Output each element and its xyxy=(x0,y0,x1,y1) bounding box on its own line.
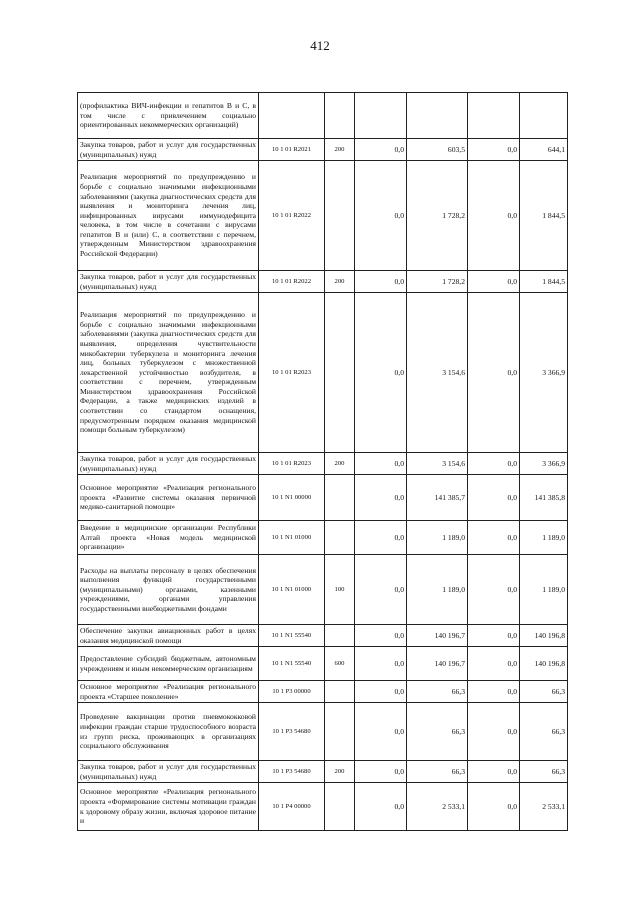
table-row xyxy=(78,93,568,139)
row-value-3: 0,0 xyxy=(468,703,520,761)
row-value-1: 0,0 xyxy=(355,271,407,293)
row-expense-type: 200 xyxy=(325,139,355,161)
row-value-1: 0,0 xyxy=(355,293,407,453)
row-description: Основное мероприятие «Реализация регионального проекта «Старшее поколение» xyxy=(78,681,259,703)
row-description: Закупка товаров, работ и услуг для государственных (муниципальных) нужд xyxy=(78,453,259,475)
row-expense-type xyxy=(325,703,355,761)
row-value-2: 66,3 xyxy=(407,761,468,783)
row-value-1: 0,0 xyxy=(355,521,407,555)
row-expense-type xyxy=(325,783,355,831)
row-value-4: 2 533,1 xyxy=(520,783,568,831)
table-row xyxy=(78,783,568,831)
row-value-4 xyxy=(520,93,568,139)
row-value-2: 3 154,6 xyxy=(407,293,468,453)
row-value-3: 0,0 xyxy=(468,761,520,783)
row-value-3: 0,0 xyxy=(468,783,520,831)
table-row xyxy=(78,271,568,293)
row-value-1: 0,0 xyxy=(355,681,407,703)
row-value-4: 1 189,0 xyxy=(520,555,568,625)
table-row xyxy=(78,703,568,761)
row-description: Реализация мероприятий по предупреждению и борьбе с социально значимыми инфекционными заболеваниями (закупка диагностических средств для выявления и мониторинга лечения лиц, инфицированных вирусами иммунодефицита человека, в том числе в сочетании с вирусами гепатитов В и (или) С, в соответствии с перечнем, утвержденным Министерством здравоохранения Российской Федерации) xyxy=(78,161,259,271)
row-description: Введение в медицинские организации Республики Алтай проекта «Новая модель медицинской организации» xyxy=(78,521,259,555)
row-value-1: 0,0 xyxy=(355,703,407,761)
row-value-2: 140 196,7 xyxy=(407,625,468,647)
row-value-4: 140 196,8 xyxy=(520,625,568,647)
row-value-2 xyxy=(407,93,468,139)
row-expense-type xyxy=(325,475,355,521)
budget-table-body xyxy=(78,93,568,831)
row-target-code: 10 1 N1 01000 xyxy=(259,521,325,555)
row-target-code: 10 1 01 R2023 xyxy=(259,293,325,453)
row-value-2: 1 728,2 xyxy=(407,271,468,293)
row-description: Основное мероприятие «Реализация регионального проекта «Формирование системы мотивации граждан к здоровому образу жизни, включая здоровое питание и xyxy=(78,783,259,831)
row-value-4: 1 189,0 xyxy=(520,521,568,555)
row-target-code xyxy=(259,93,325,139)
row-target-code: 10 1 01 R2021 xyxy=(259,139,325,161)
row-value-3: 0,0 xyxy=(468,161,520,271)
row-value-2: 1 189,0 xyxy=(407,521,468,555)
row-value-3: 0,0 xyxy=(468,681,520,703)
row-expense-type: 600 xyxy=(325,647,355,681)
row-value-3: 0,0 xyxy=(468,475,520,521)
row-value-4: 3 366,9 xyxy=(520,293,568,453)
row-value-4: 140 196,8 xyxy=(520,647,568,681)
row-target-code: 10 1 01 R2022 xyxy=(259,161,325,271)
budget-table xyxy=(77,92,568,831)
row-value-4: 1 844,5 xyxy=(520,271,568,293)
row-description: (профилактика ВИЧ-инфекции и гепатитов В и С, в том числе с привлечением социально ориентированных некоммерческих организаций) xyxy=(78,93,259,139)
row-value-3 xyxy=(468,93,520,139)
row-target-code: 10 1 N1 55540 xyxy=(259,647,325,681)
row-description: Закупка товаров, работ и услуг для государственных (муниципальных) нужд xyxy=(78,139,259,161)
row-value-2: 603,5 xyxy=(407,139,468,161)
table-row xyxy=(78,625,568,647)
table-row xyxy=(78,555,568,625)
row-value-1: 0,0 xyxy=(355,783,407,831)
row-expense-type: 200 xyxy=(325,453,355,475)
page-number: 412 xyxy=(310,38,330,53)
row-expense-type: 100 xyxy=(325,555,355,625)
row-value-2: 1 728,2 xyxy=(407,161,468,271)
row-target-code: 10 1 01 R2022 xyxy=(259,271,325,293)
table-row xyxy=(78,139,568,161)
row-value-3: 0,0 xyxy=(468,271,520,293)
table-row xyxy=(78,521,568,555)
row-target-code: 10 1 P3 54680 xyxy=(259,761,325,783)
row-expense-type xyxy=(325,161,355,271)
row-description: Основное мероприятие «Реализация регионального проекта «Развитие системы оказания первичной медико-санитарной помощи» xyxy=(78,475,259,521)
row-target-code: 10 1 N1 55540 xyxy=(259,625,325,647)
row-expense-type xyxy=(325,521,355,555)
row-expense-type: 200 xyxy=(325,761,355,783)
row-description: Предоставление субсидий бюджетным, автономным учреждениям и иным некоммерческим организациям xyxy=(78,647,259,681)
table-row xyxy=(78,475,568,521)
row-description: Закупка товаров, работ и услуг для государственных (муниципальных) нужд xyxy=(78,271,259,293)
row-target-code: 10 1 P3 00000 xyxy=(259,681,325,703)
row-value-2: 66,3 xyxy=(407,703,468,761)
row-value-4: 644,1 xyxy=(520,139,568,161)
row-value-3: 0,0 xyxy=(468,555,520,625)
row-value-4: 3 366,9 xyxy=(520,453,568,475)
row-expense-type xyxy=(325,681,355,703)
row-value-2: 1 189,0 xyxy=(407,555,468,625)
row-value-4: 66,3 xyxy=(520,761,568,783)
row-value-2: 3 154,6 xyxy=(407,453,468,475)
row-value-4: 141 385,8 xyxy=(520,475,568,521)
row-value-4: 1 844,5 xyxy=(520,161,568,271)
row-description: Обеспечение закупки авиационных работ в целях оказания медицинской помощи xyxy=(78,625,259,647)
row-description: Расходы на выплаты персоналу в целях обеспечения выполнения функций государственными (муниципальными) органами, казенными учреждениями, органами управления государственными внебюджетными фондами xyxy=(78,555,259,625)
row-target-code: 10 1 N1 00000 xyxy=(259,475,325,521)
row-value-3: 0,0 xyxy=(468,521,520,555)
row-value-3: 0,0 xyxy=(468,625,520,647)
table-row xyxy=(78,161,568,271)
row-value-1: 0,0 xyxy=(355,647,407,681)
row-description: Проведение вакцинации против пневмококковой инфекции граждан старше трудоспособного возраста из групп риска, проживающих в организациях социального обслуживания xyxy=(78,703,259,761)
row-value-1: 0,0 xyxy=(355,139,407,161)
row-target-code: 10 1 P4 00000 xyxy=(259,783,325,831)
row-value-2: 66,3 xyxy=(407,681,468,703)
row-expense-type xyxy=(325,293,355,453)
row-expense-type xyxy=(325,625,355,647)
row-target-code: 10 1 P3 54680 xyxy=(259,703,325,761)
row-value-4: 66,3 xyxy=(520,681,568,703)
row-value-2: 140 196,7 xyxy=(407,647,468,681)
row-value-1: 0,0 xyxy=(355,555,407,625)
table-row xyxy=(78,453,568,475)
row-target-code: 10 1 N1 01000 xyxy=(259,555,325,625)
row-value-3: 0,0 xyxy=(468,293,520,453)
row-expense-type: 200 xyxy=(325,271,355,293)
row-value-3: 0,0 xyxy=(468,139,520,161)
row-value-3: 0,0 xyxy=(468,647,520,681)
row-value-1: 0,0 xyxy=(355,161,407,271)
row-value-2: 2 533,1 xyxy=(407,783,468,831)
row-expense-type xyxy=(325,93,355,139)
table-row xyxy=(78,293,568,453)
row-value-1 xyxy=(355,93,407,139)
row-value-1: 0,0 xyxy=(355,453,407,475)
table-row xyxy=(78,761,568,783)
row-value-1: 0,0 xyxy=(355,761,407,783)
row-target-code: 10 1 01 R2023 xyxy=(259,453,325,475)
row-value-1: 0,0 xyxy=(355,625,407,647)
table-row xyxy=(78,647,568,681)
row-value-1: 0,0 xyxy=(355,475,407,521)
table-row xyxy=(78,681,568,703)
row-value-2: 141 385,7 xyxy=(407,475,468,521)
row-description: Реализация мероприятий по предупреждению и борьбе с социально значимыми инфекционными заболеваниями (закупка диагностических средств для выявления, определения чувствительности микобактерии туберкулеза и мониторинга лечения лиц, больных туберкулезом с множественной лекарственной устойчивостью возбудителя, в соответствии с перечнем, утвержденным Министерством здравоохранения Российской Федерации, а также медицинских изделий в соответствии со стандартом оснащения, предусмотренным порядком оказания медицинской помощи больным туберкулезом) xyxy=(78,293,259,453)
row-value-3: 0,0 xyxy=(468,453,520,475)
row-description: Закупка товаров, работ и услуг для государственных (муниципальных) нужд xyxy=(78,761,259,783)
row-value-4: 66,3 xyxy=(520,703,568,761)
